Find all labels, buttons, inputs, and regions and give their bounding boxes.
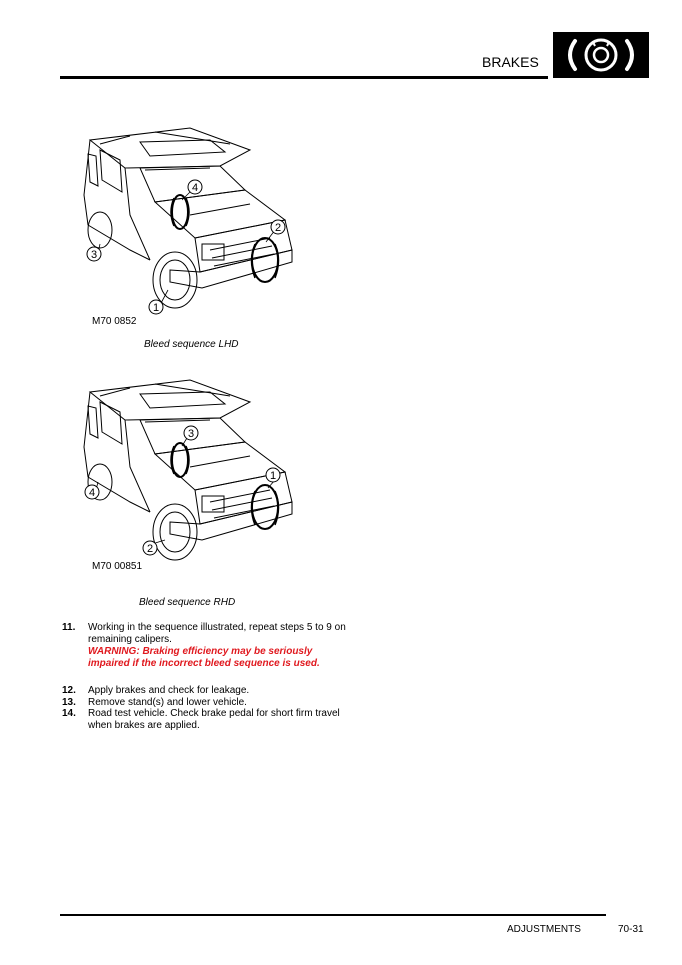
brake-disc-icon [553,32,649,78]
figure-caption: Bleed sequence LHD [144,339,239,350]
step-text: Road test vehicle. Check brake pedal for short firm travel when brakes are applied. [88,708,340,731]
step-text: Apply brakes and check for leakage. [88,685,250,696]
step-item [62,622,352,645]
figure-code: M70 00851 [92,561,143,572]
label-front-right: 1 [269,470,277,482]
page-number: 70-31 [618,924,644,935]
step-text: Working in the sequence illustrated, repeat steps 5 to 9 on remaining calipers. [88,622,346,645]
footer-section: ADJUSTMENTS [507,924,581,935]
step-number: 12. [62,685,76,696]
label-rear-right: 3 [187,428,195,440]
step-item [62,697,352,709]
figure-rhd [70,372,310,572]
label-rear-left: 4 [88,487,96,499]
step-text: Remove stand(s) and lower vehicle. [88,696,247,708]
label-rear-left: 3 [90,249,98,261]
warning-text: WARNING: Braking efficiency may be seriously impaired if the incorrect bleed sequence is used. [88,646,320,669]
footer-rule [60,914,606,916]
step-item [62,708,352,731]
step-number: 14. [62,708,76,719]
figure-code: M70 0852 [92,316,137,327]
step-number: 11. [62,622,76,633]
figure-lhd [70,120,310,330]
step-number: 13. [62,696,76,708]
label-front-left: 1 [152,302,160,314]
section-title: BRAKES [482,54,539,70]
step-item [62,685,352,697]
label-front-right: 2 [274,222,282,234]
label-front-left: 2 [146,543,154,555]
header-rule [60,76,548,79]
procedure-steps [62,622,352,731]
label-rear-right: 4 [191,182,199,194]
figure-caption: Bleed sequence RHD [139,597,236,608]
